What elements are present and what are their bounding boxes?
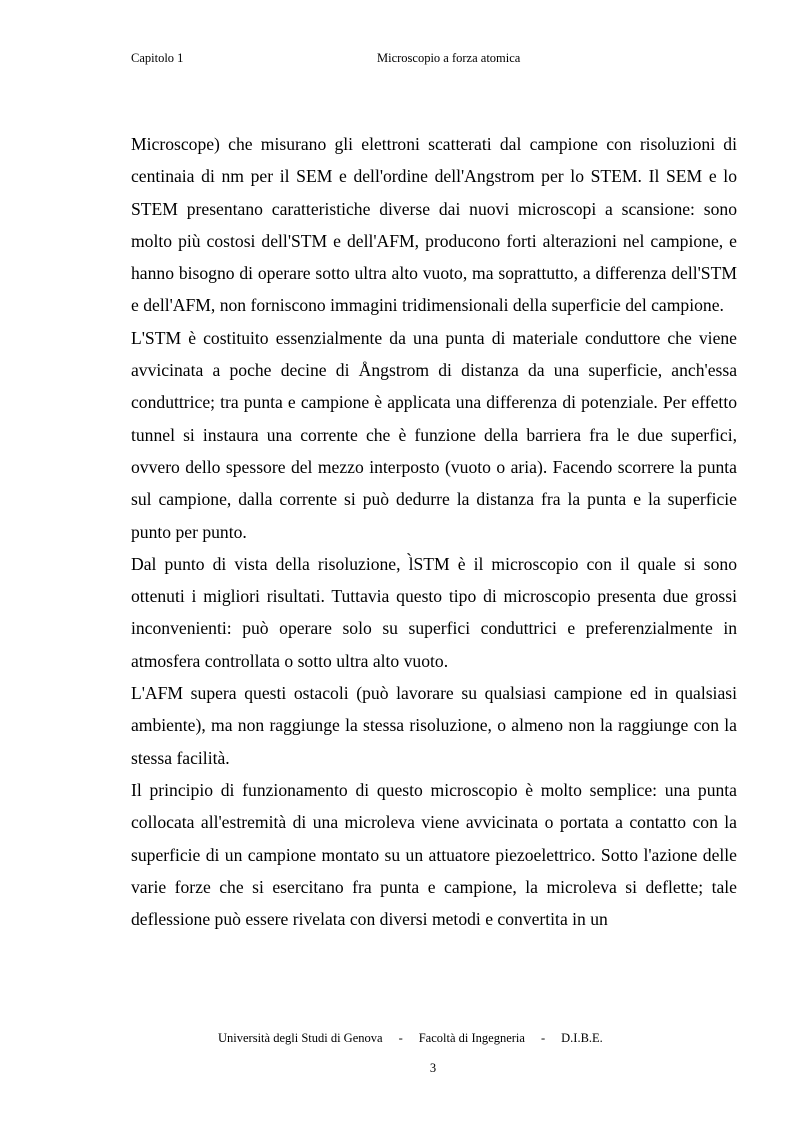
paragraph-1: Microscope) che misurano gli elettroni scatterati dal campione con risoluzioni di centinaia di nm per il SEM e dell'ordine dell'Angstrom per lo STEM. Il SEM e lo STEM presentano caratteristiche diverse dai nuovi microscopi a scansione: sono molto più costosi dell'STM e dell'AFM, producono forti alterazioni nel campione, e hanno bisogno di operare sotto ultra alto vuoto, ma soprattutto, a differenza dell'STM e dell'AFM, non forniscono immagini tridimensionali della superficie del campione. [131, 134, 737, 316]
footer-department: D.I.B.E. [561, 1031, 603, 1045]
header-title: Microscopio a forza atomica [377, 51, 521, 65]
footer [218, 1030, 603, 1046]
paragraph-2: L'STM è costituito essenzialmente da una punta di materiale conduttore che viene avvicinata a poche decine di Ångstrom di distanza da una superficie, anch'essa conduttrice; tra punta e campione è applicata una differenza di potenziale. Per effetto tunnel si instaura una corrente che è funzione della barriera fra le due superfici, ovvero dello spessore del mezzo interposto (vuoto o aria). Facendo scorrere la punta sul campione, dalla corrente si può dedurre la distanza fra la punta e la superficie punto per punto. [131, 327, 737, 542]
footer-separator: - [398, 1031, 403, 1045]
paragraph-3: Dal punto di vista della risoluzione, l̀STM è il microscopio con il quale si sono ottenuti i migliori risultati. Tuttavia questo tipo di microscopio presenta due grossi inconvenienti: può operare solo su superfici conduttrici e preferenzialmente in atmosfera controllata o sotto ultra alto vuoto. [131, 553, 737, 671]
page-number: 3 [429, 1061, 437, 1075]
header-chapter: Capitolo 1 [131, 51, 184, 65]
footer-separator: - [540, 1031, 546, 1045]
footer-faculty: Facoltà di Ingegneria [418, 1031, 525, 1045]
footer-university: Università degli Studi di Genova [218, 1031, 383, 1045]
body-text [131, 128, 737, 935]
paragraph-4: L'AFM supera questi ostacoli (può lavorare su qualsiasi campione ed in qualsiasi ambiente), ma non raggiunge la stessa risoluzione, o almeno non la raggiunge con la stessa facilità. [131, 683, 737, 768]
paragraph-5: Il principio di funzionamento di questo microscopio è molto semplice: una punta collocata all'estremità di una microleva viene avvicinata o portata a contatto con la superficie di un campione montato su un attuatore piezoelettrico. Sotto l'azione delle varie forze che si esercitano fra punta e campione, la microleva si deflette; tale deflessione può essere rivelata con diversi metodi e convertita in un [131, 779, 737, 930]
